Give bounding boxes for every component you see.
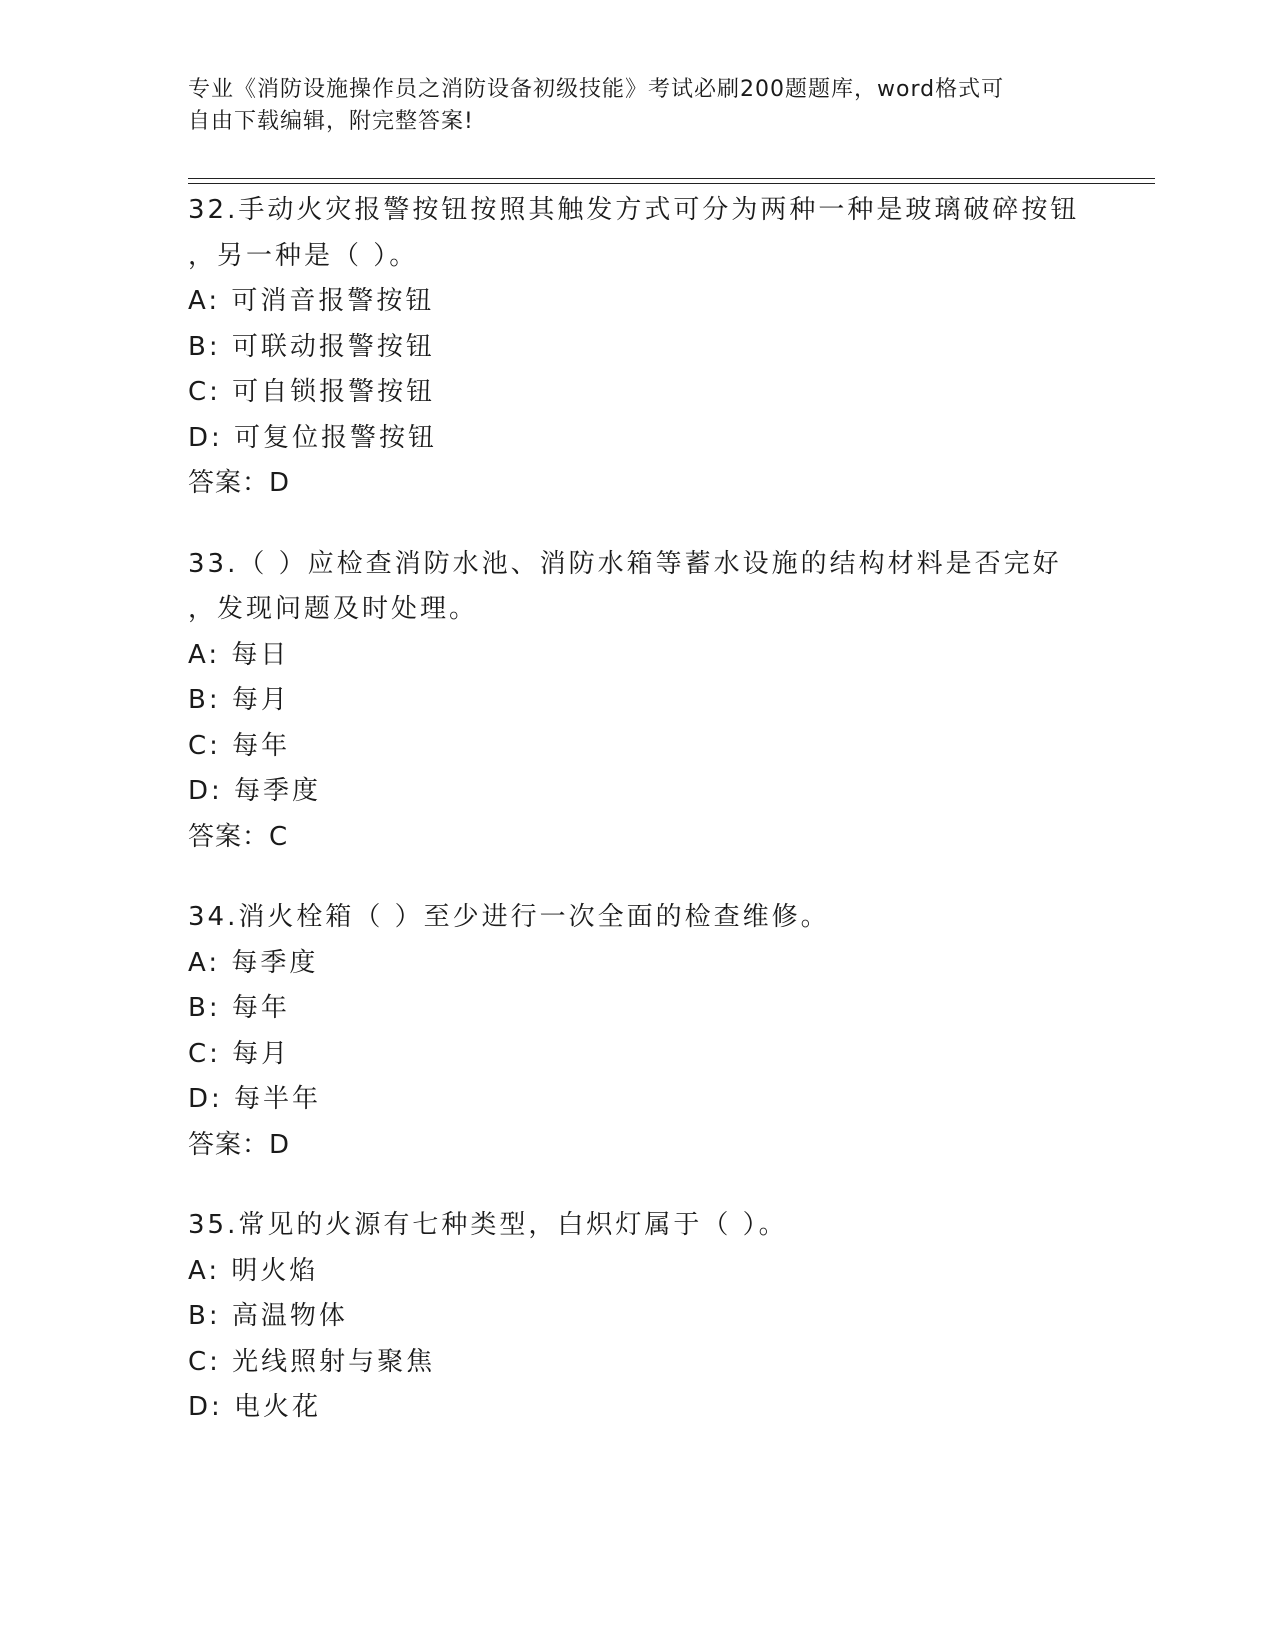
question-stem: 35.常见的火源有七种类型，白炽灯属于（ ）。 [188, 1210, 788, 1240]
option-a: A: 每日 [188, 639, 290, 670]
question-stem: 32.手动火灾报警按钮按照其触发方式可分为两种一种是玻璃破碎按钮 [188, 195, 1080, 225]
option-a: A: 每季度 [188, 947, 319, 978]
question-stem-continued: ，另一种是（ ）。 [188, 240, 419, 271]
option-b: B: 每月 [188, 685, 290, 715]
header-line-1: 专业《消防设施操作员之消防设备初级技能》考试必刷200题题库，word格式可 [188, 77, 1005, 102]
answer: 答案：D [188, 1129, 291, 1160]
option-c: C: 可自锁报警按钮 [188, 377, 436, 407]
question-stem-continued: ，发现问题及时处理。 [188, 594, 479, 624]
option-d: D: 每季度 [188, 776, 322, 806]
option-d: D: 电火花 [188, 1392, 322, 1422]
option-c: C: 光线照射与聚焦 [188, 1346, 436, 1377]
question-list [188, 188, 1088, 1466]
option-b: B: 每年 [188, 993, 290, 1023]
question-35 [188, 1203, 1088, 1431]
option-d: D: 每半年 [188, 1084, 322, 1114]
option-c: C: 每年 [188, 730, 291, 761]
question-stem: 34.消火栓箱（ ）至少进行一次全面的检查维修。 [188, 902, 830, 932]
answer: 答案：D [188, 468, 291, 498]
answer: 答案：C [188, 821, 289, 852]
option-c: C: 每月 [188, 1038, 291, 1069]
header-divider-top [188, 178, 1155, 179]
question-stem: 33.（ ）应检查消防水池、消防水箱等蓄水设施的结构材料是否完好 [188, 548, 1062, 579]
question-32 [188, 188, 1088, 507]
header-line-2: 自由下载编辑，附完整答案! [188, 109, 474, 134]
document-header [188, 74, 1068, 138]
question-33 [188, 542, 1088, 861]
option-b: B: 可联动报警按钮 [188, 331, 435, 362]
header-divider-bottom [188, 183, 1155, 184]
option-d: D: 可复位报警按钮 [188, 422, 438, 453]
question-34 [188, 895, 1088, 1168]
option-a: A: 可消音报警按钮 [188, 286, 435, 316]
option-b: B: 高温物体 [188, 1301, 348, 1331]
option-a: A: 明火焰 [188, 1255, 319, 1286]
